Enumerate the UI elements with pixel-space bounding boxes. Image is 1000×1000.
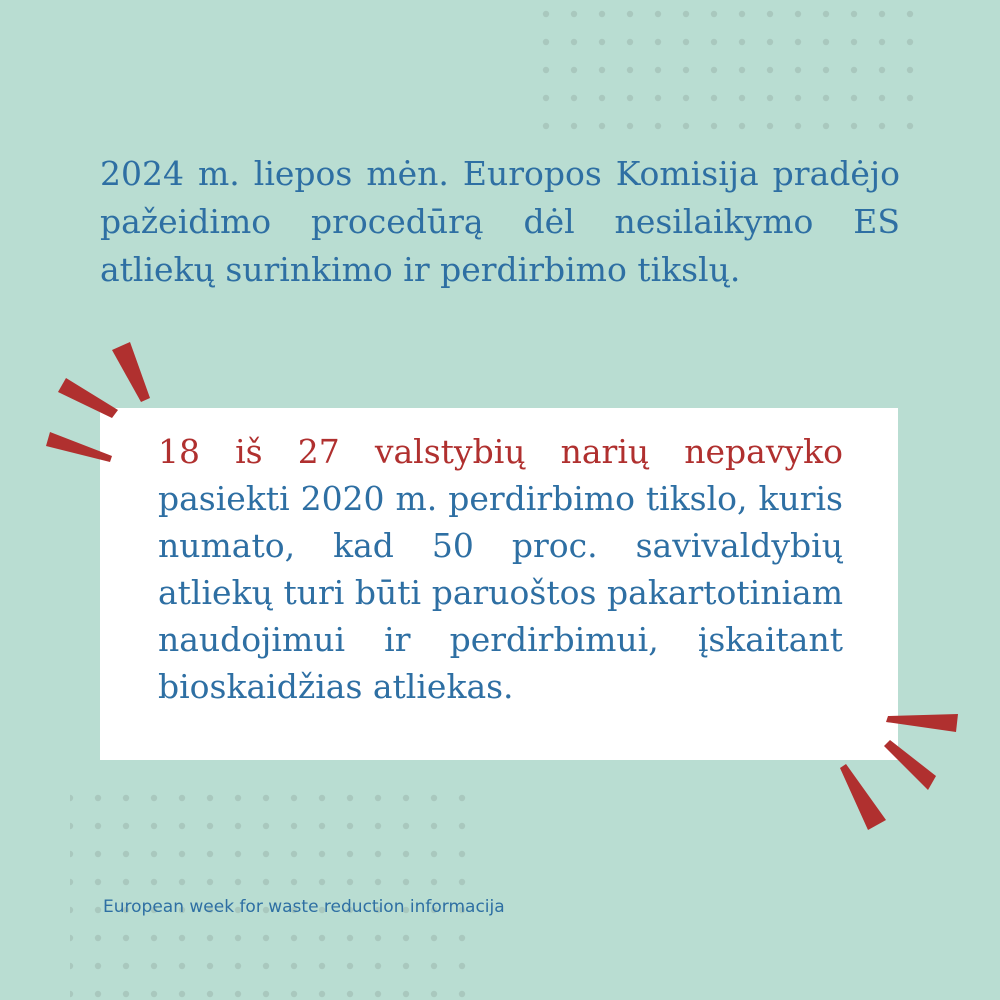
dot-block-top-right [530, 0, 920, 140]
dot-block-bottom-left [70, 780, 470, 1000]
intro-paragraph: 2024 m. liepos mėn. Europos Komisija pradėjo pažeidimo procedūrą dėl nesilaikymo ES atliekų surinkimo ir perdirbimo tikslų. [100, 154, 900, 289]
footer-source: European week for waste reduction informacija [103, 897, 505, 917]
info-card [100, 408, 898, 760]
card-body-text: pasiekti 2020 m. perdirbimo tikslo, kuris numato, kad 50 proc. savivaldybių atliekų turi būti paruoštos pakartotiniam naudojimui ir perdirbimui, įskaitant bioskaidžias atliekas. [158, 479, 843, 706]
card-highlight-text: 18 iš 27 valstybių narių nepavyko [158, 432, 843, 471]
card-paragraph [158, 428, 843, 710]
